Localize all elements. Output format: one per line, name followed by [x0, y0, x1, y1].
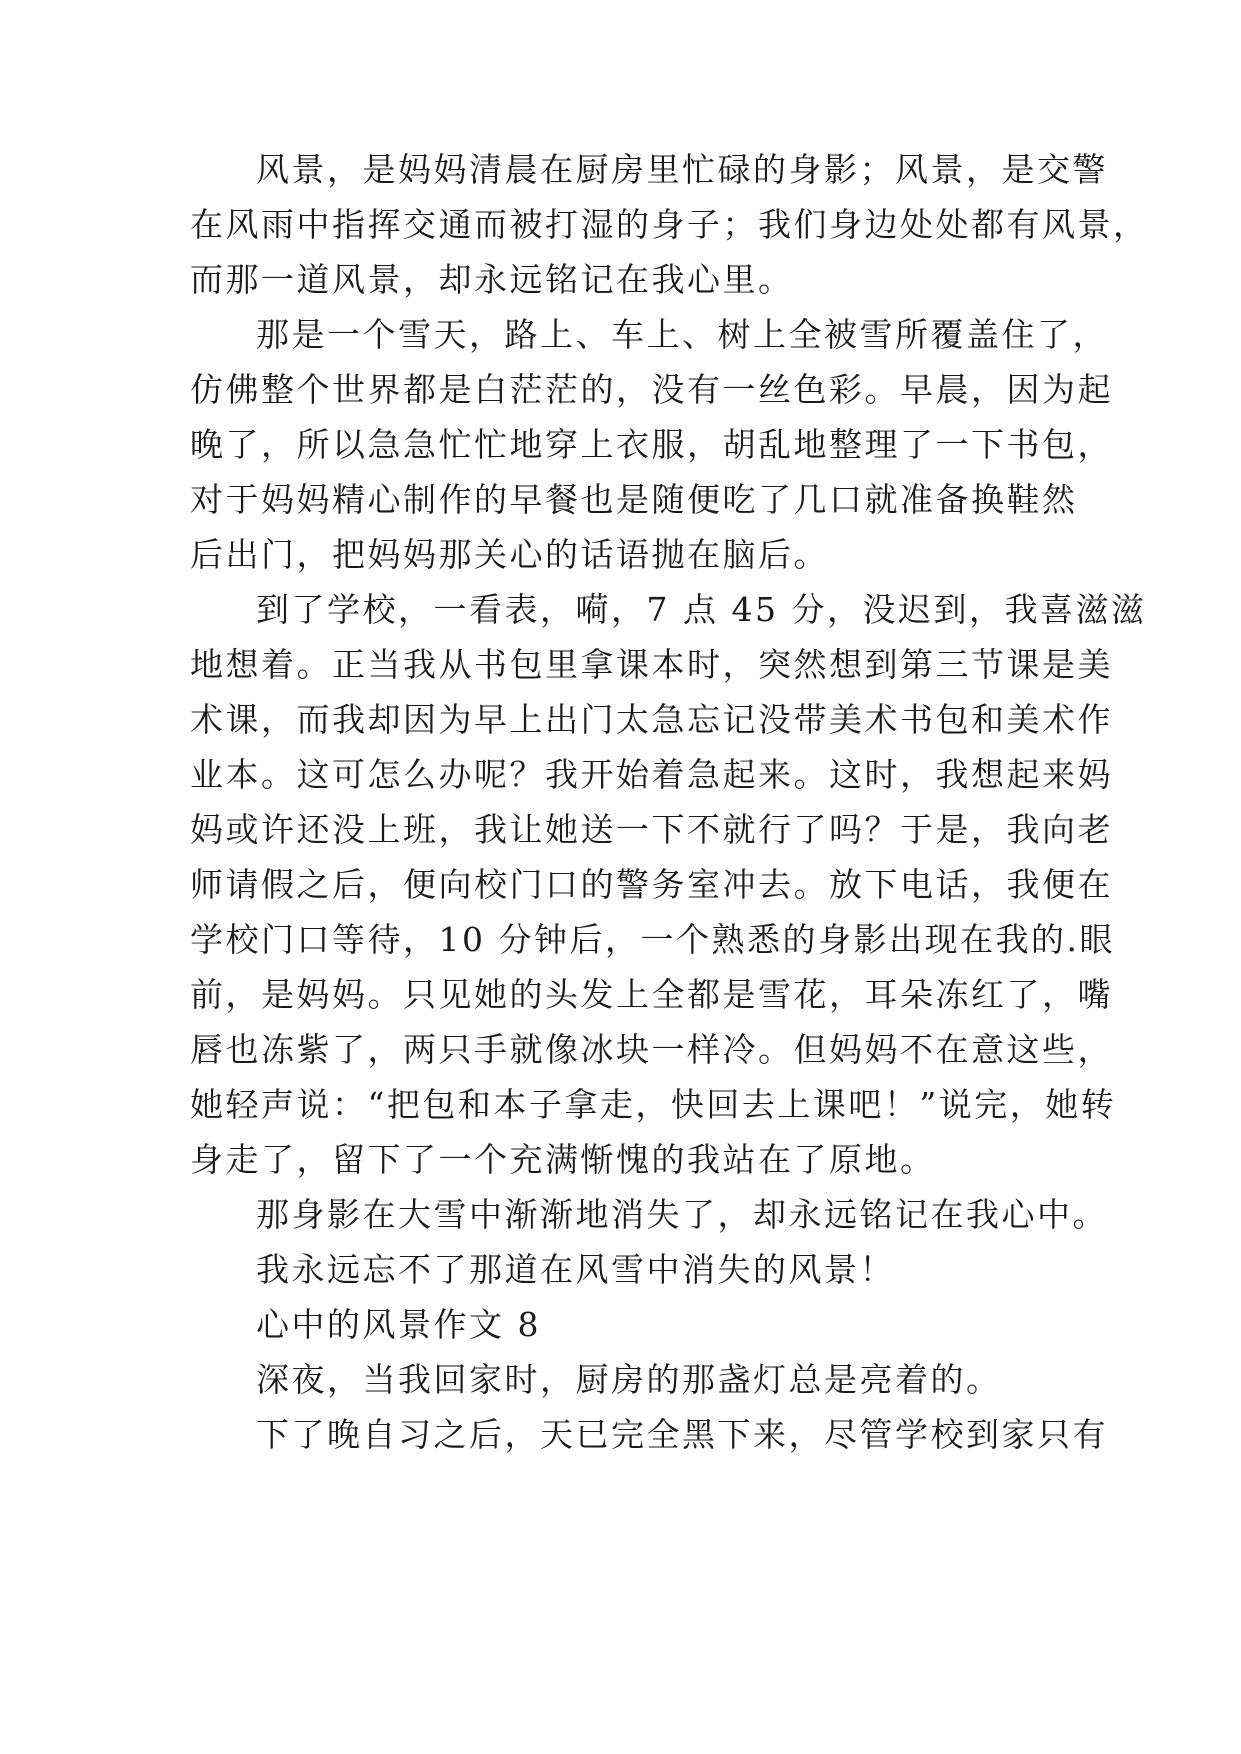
section-heading: 心中的风景作文 8 — [256, 1305, 541, 1344]
text-line-20: 那身影在大雪中渐渐地消失了，却永远铭记在我心中。 — [256, 1195, 1108, 1234]
text-line-6: 晚了，所以急急忙忙地穿上衣服，胡乱地整理了一下书包， — [190, 425, 1113, 464]
text-line-5: 仿佛整个世界都是白茫茫的，没有一丝色彩。早晨，因为起 — [190, 370, 1113, 409]
text-line-12: 业本。这可怎么办呢？我开始着急起来。这时，我想起来妈 — [190, 755, 1113, 794]
text-line-16: 前，是妈妈。只见她的头发上全都是雪花，耳朵冻红了，嘴 — [190, 975, 1113, 1014]
text-line-8: 后出门，把妈妈那关心的话语抛在脑后。 — [190, 535, 829, 574]
text-line-13: 妈或许还没上班，我让她送一下不就行了吗？于是，我向老 — [190, 810, 1113, 849]
text-line-21: 我永远忘不了那道在风雪中消失的风景！ — [256, 1250, 895, 1289]
text-line-19: 身走了，留下了一个充满惭愧的我站在了原地。 — [190, 1140, 936, 1179]
text-line-14: 师请假之后，便向校门口的警务室冲去。放下电话，我便在 — [190, 865, 1113, 904]
text-line-24: 下了晚自习之后，天已完全黑下来，尽管学校到家只有 — [256, 1415, 1108, 1454]
text-line-10: 地想着。正当我从书包里拿课本时，突然想到第三节课是美 — [190, 645, 1113, 684]
text-line-15: 学校门口等待，10 分钟后，一个熟悉的身影出现在我的.眼 — [190, 920, 1115, 959]
text-line-3: 而那一道风景，却永远铭记在我心里。 — [190, 260, 794, 299]
text-line-11: 术课，而我却因为早上出门太急忘记没带美术书包和美术作 — [190, 700, 1113, 739]
text-line-4: 那是一个雪天，路上、车上、树上全被雪所覆盖住了， — [256, 315, 1108, 354]
text-line-7: 对于妈妈精心制作的早餐也是随便吃了几口就准备换鞋然 — [190, 480, 1078, 519]
text-line-9: 到了学校，一看表，嗬，7 点 45 分，没迟到，我喜滋滋 — [256, 590, 1147, 629]
text-line-1: 风景，是妈妈清晨在厨房里忙碌的身影；风景，是交警 — [256, 150, 1108, 189]
text-line-18: 她轻声说：“把包和本子拿走，快回去上课吧！”说完，她转 — [190, 1085, 1117, 1124]
text-line-17: 唇也冻紫了，两只手就像冰块一样冷。但妈妈不在意这些， — [190, 1030, 1113, 1069]
text-line-2: 在风雨中指挥交通而被打湿的身子；我们身边处处都有风景， — [190, 205, 1149, 244]
text-line-23: 深夜，当我回家时，厨房的那盏灯总是亮着的。 — [256, 1360, 1002, 1399]
